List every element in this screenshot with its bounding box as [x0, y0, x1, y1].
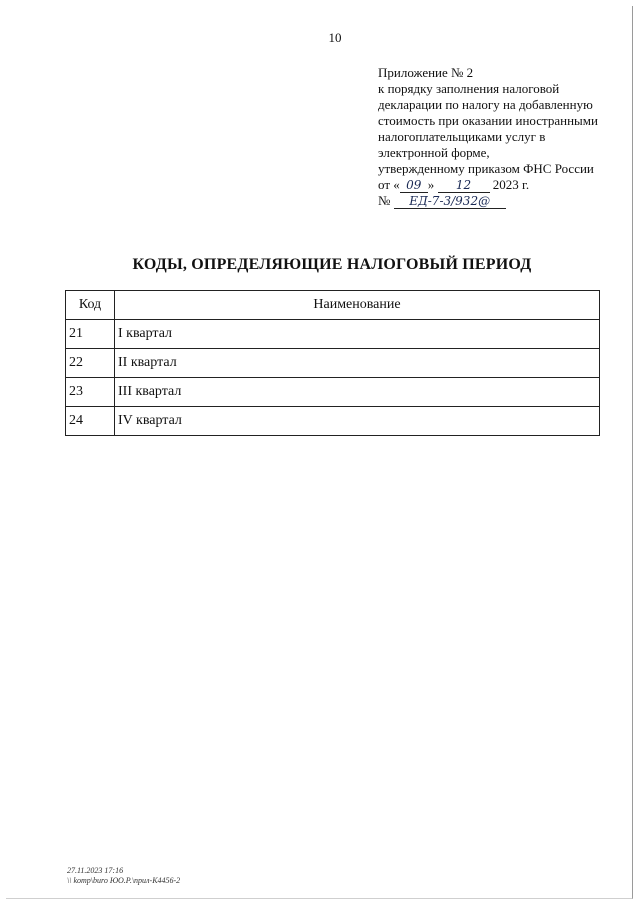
appendix-line: утвержденному приказом ФНС России	[378, 161, 594, 176]
order-number-handwritten: ЕД-7-3/932@	[394, 195, 506, 209]
number-prefix: №	[378, 193, 391, 208]
cell-name: I квартал	[115, 320, 600, 349]
document-title: КОДЫ, ОПРЕДЕЛЯЮЩИЕ НАЛОГОВЫЙ ПЕРИОД	[132, 256, 532, 273]
table-header-row	[66, 291, 600, 320]
cell-name: III квартал	[115, 378, 600, 407]
cell-name: IV квартал	[115, 407, 600, 436]
footer-stamp	[67, 866, 180, 886]
appendix-line: к порядку заполнения налоговой	[378, 81, 560, 96]
order-number-line	[378, 193, 618, 209]
footer-timestamp: 27.11.2023 17:16	[67, 866, 124, 875]
header-name: Наименование	[115, 291, 600, 320]
cell-code: 22	[66, 349, 115, 378]
appendix-line: Приложение № 2	[378, 65, 474, 80]
header-code: Код	[66, 291, 115, 320]
page-number: 10	[328, 30, 342, 45]
cell-code: 21	[66, 320, 115, 349]
appendix-line: стоимость при оказании иностранными	[378, 113, 598, 128]
period-codes-table	[65, 290, 600, 436]
cell-name: II квартал	[115, 349, 600, 378]
table-row	[66, 349, 600, 378]
date-day-handwritten: 09	[400, 179, 428, 193]
appendix-line: налогоплательщиками услуг в	[378, 129, 546, 144]
cell-code: 23	[66, 378, 115, 407]
date-prefix: от «	[378, 177, 400, 192]
table-row	[66, 407, 600, 436]
appendix-line: декларации по налогу на добавленную	[378, 97, 593, 112]
appendix-header	[378, 65, 618, 209]
table-row	[66, 378, 600, 407]
cell-code: 24	[66, 407, 115, 436]
date-month-handwritten: 12	[438, 179, 490, 193]
appendix-line: электронной форме,	[378, 145, 490, 160]
order-date-line	[378, 177, 618, 193]
date-year: 2023 г.	[492, 177, 530, 192]
date-separator: »	[427, 177, 435, 192]
footer-file-path: \\ komp\buro ЮО.Р.\прил-К4456-2	[67, 876, 181, 885]
table-row	[66, 320, 600, 349]
